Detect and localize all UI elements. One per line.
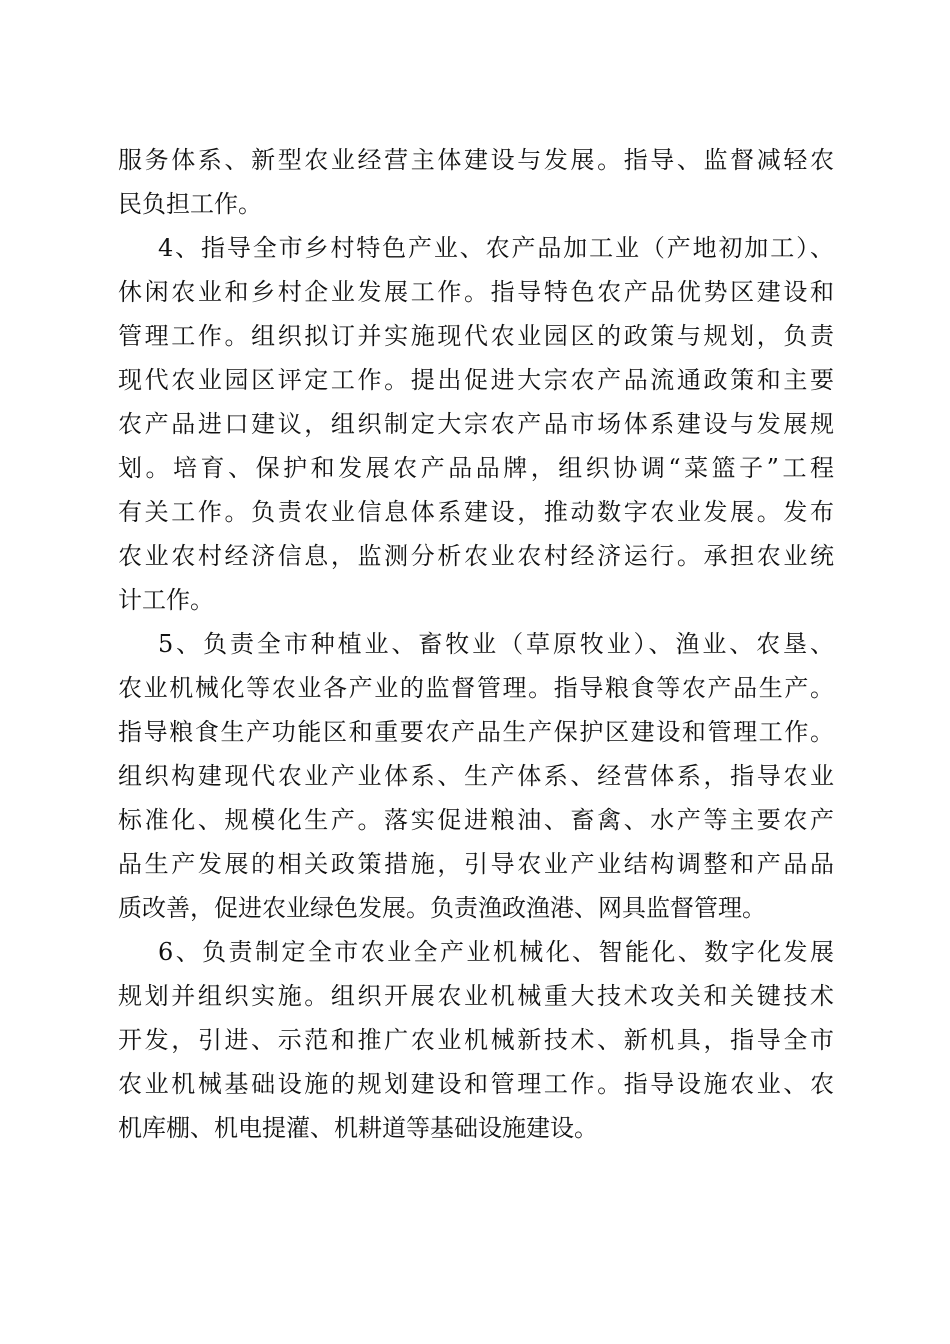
text-line: 现代农业园区评定工作。提出促进大宗农产品流通政策和主要 (118, 366, 834, 394)
text-line: 民负担工作。 (118, 190, 262, 218)
text-line: 标准化、规模化生产。落实促进粮油、畜禽、水产等主要农产 (118, 806, 834, 834)
text-line: 计工作。 (118, 586, 214, 614)
text-line: 划。培育、保护和发展农产品品牌，组织协调“菜篮子”工程 (118, 454, 834, 482)
text-line: 开发，引进、示范和推广农业机械新技术、新机具，指导全市 (118, 1026, 834, 1054)
text-line: 组织构建现代农业产业体系、生产体系、经营体系，指导农业 (118, 762, 834, 790)
text-line: 农产品进口建议，组织制定大宗农产品市场体系建设与发展规 (118, 410, 834, 438)
paragraph-4-start: 4、指导全市乡村特色产业、农产品加工业（产地初加工）、 (158, 234, 834, 262)
text-line: 服务体系、新型农业经营主体建设与发展。指导、监督减轻农 (118, 146, 834, 174)
text-line: 管理工作。组织拟订并实施现代农业园区的政策与规划，负责 (118, 322, 834, 350)
document-body (118, 138, 834, 1150)
text-line: 机库棚、机电提灌、机耕道等基础设施建设。 (118, 1114, 598, 1142)
text-line: 指导粮食生产功能区和重要农产品生产保护区建设和管理工作。 (118, 718, 834, 746)
text-line: 农业机械基础设施的规划建设和管理工作。指导设施农业、农 (118, 1070, 834, 1098)
text-line: 休闲农业和乡村企业发展工作。指导特色农产品优势区建设和 (118, 278, 834, 306)
text-line: 规划并组织实施。组织开展农业机械重大技术攻关和关键技术 (118, 982, 834, 1010)
text-line: 农业机械化等农业各产业的监督管理。指导粮食等农产品生产。 (118, 674, 834, 702)
text-line: 农业农村经济信息，监测分析农业农村经济运行。承担农业统 (118, 542, 834, 570)
paragraph-6-start: 6、负责制定全市农业全产业机械化、智能化、数字化发展 (158, 938, 834, 966)
paragraph-5-start: 5、负责全市种植业、畜牧业（草原牧业）、渔业、农垦、 (158, 630, 834, 658)
text-line: 有关工作。负责农业信息体系建设，推动数字农业发展。发布 (118, 498, 834, 526)
text-line: 品生产发展的相关政策措施，引导农业产业结构调整和产品品 (118, 850, 834, 878)
text-line: 质改善，促进农业绿色发展。负责渔政渔港、网具监督管理。 (118, 894, 766, 922)
